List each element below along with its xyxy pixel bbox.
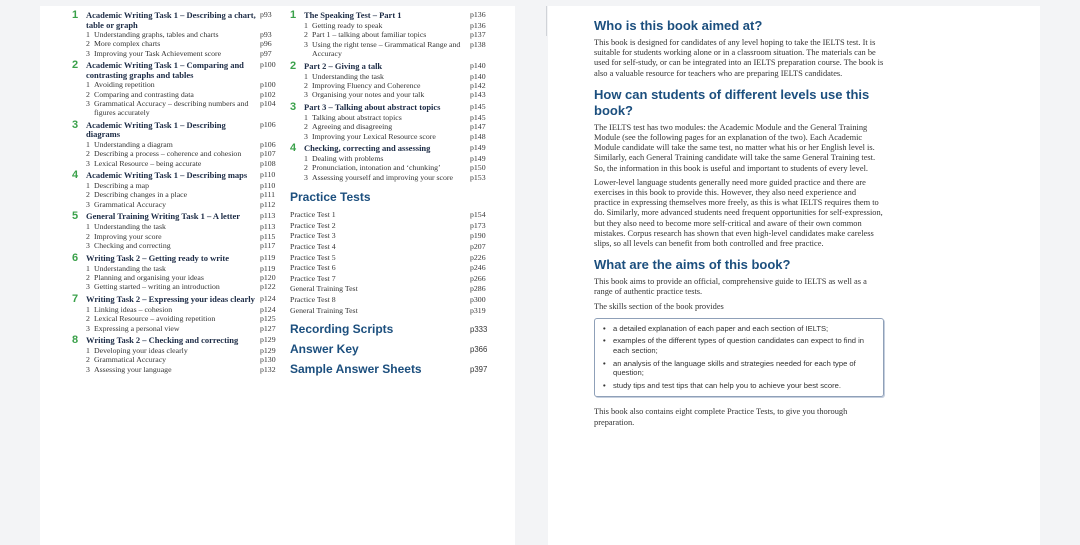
subitem-title: Dealing with problems — [312, 154, 384, 164]
heading-how: How can students of different levels use this book? — [594, 86, 870, 118]
page-number: p106 — [260, 139, 276, 149]
practice-test-name: Practice Test 4 — [290, 242, 336, 252]
subitem-title: Understanding the task — [94, 263, 166, 273]
page-number: p122 — [260, 282, 276, 292]
practice-test-row — [290, 306, 500, 317]
back-matter-title: Recording Scripts — [290, 322, 394, 337]
subitem-title: Getting ready to speak — [312, 21, 383, 30]
page-divider — [546, 6, 547, 36]
page-number: p143 — [470, 90, 486, 100]
toc-subitem — [72, 190, 282, 199]
toc-subitem — [72, 80, 282, 89]
toc-subitem — [290, 21, 500, 30]
section-title: Part 2 – Giving a talk — [304, 60, 383, 71]
page-number: p117 — [260, 241, 276, 251]
section-title: General Training Writing Task 1 – A letter — [86, 211, 241, 222]
subitem-number: 3 — [86, 241, 90, 251]
toc-section — [290, 10, 500, 59]
section-number: 2 — [290, 59, 297, 72]
section-title: Writing Task 2 – Getting ready to write — [86, 252, 230, 263]
subitem-number: 3 — [304, 90, 308, 100]
section-title: The Speaking Test – Part 1 — [304, 10, 402, 20]
practice-test-name: Practice Test 5 — [290, 252, 336, 262]
page-number: p150 — [470, 163, 486, 173]
toc-section — [72, 335, 282, 374]
page-number: p266 — [470, 273, 486, 283]
page-number: p104 — [260, 99, 276, 109]
subitem-number: 3 — [86, 323, 90, 333]
toc-section-heading — [290, 102, 500, 113]
subitem-number: 2 — [86, 314, 90, 324]
page-number: p142 — [470, 81, 486, 91]
back-matter-title: Answer Key — [290, 342, 359, 357]
bullet-text: a detailed explanation of each paper and each section of IELTS; — [613, 323, 829, 333]
toc-section — [72, 253, 282, 292]
toc-section-heading — [290, 61, 500, 72]
toc-subitem — [72, 90, 282, 99]
practice-test-name: Practice Test 3 — [290, 231, 336, 241]
section-number: 6 — [72, 251, 79, 264]
practice-test-name: Practice Test 2 — [290, 220, 336, 230]
subitem-title: Grammatical Accuracy — [94, 355, 167, 365]
practice-test-row — [290, 242, 500, 253]
subitem-title: Grammatical Accuracy — [94, 199, 167, 209]
skills-bullet — [603, 359, 875, 378]
introduction-text — [594, 18, 884, 432]
subitem-title: Grammatical Accuracy – describing numbers and figures accurately — [94, 99, 249, 118]
page-number: p153 — [470, 172, 486, 182]
subitem-number: 1 — [86, 30, 90, 39]
practice-tests-heading — [290, 190, 500, 204]
subitem-number: 2 — [86, 190, 90, 200]
toc-section — [72, 10, 282, 58]
page-number: p136 — [470, 21, 486, 30]
subitem-title: Developing your ideas clearly — [94, 345, 188, 355]
subitem-number: 1 — [86, 181, 90, 191]
toc-subitem — [72, 200, 282, 209]
page-number: p120 — [260, 272, 276, 282]
toc-subitem — [72, 365, 282, 374]
practice-test-row — [290, 263, 500, 274]
practice-test-name: Practice Test 8 — [290, 295, 336, 305]
toc-subitem — [290, 122, 500, 131]
practice-test-name: General Training Test — [290, 305, 358, 315]
toc-subitem — [72, 282, 282, 291]
toc-section-heading — [290, 143, 500, 154]
subitem-title: Agreeing and disagreeing — [312, 122, 393, 132]
section-title: Academic Writing Task 1 – Comparing and contrasting graphs and tables — [86, 60, 244, 80]
page-number: p333 — [470, 324, 488, 334]
practice-test-name: Practice Test 7 — [290, 273, 336, 283]
page-number: p397 — [470, 364, 488, 374]
subitem-title: Using the right tense – Grammatical Range and Accuracy — [312, 39, 461, 59]
subitem-number: 2 — [86, 272, 90, 282]
toc-subitem — [72, 355, 282, 364]
practice-test-name: Practice Test 1 — [290, 210, 336, 220]
section-number: 4 — [72, 169, 79, 182]
page-number: p102 — [260, 89, 276, 99]
heading-who: Who is this book aimed at? — [594, 18, 763, 33]
page-number: p129 — [260, 334, 276, 344]
subitem-title: Describing changes in a place — [94, 190, 188, 200]
practice-test-row — [290, 253, 500, 264]
toc-subitem — [72, 99, 282, 118]
subitem-number: 2 — [304, 163, 308, 173]
subitem-number: 2 — [304, 81, 308, 91]
bullet-dot-icon: • — [603, 323, 606, 333]
heading-aims: What are the aims of this book? — [594, 257, 791, 273]
section-number: 8 — [72, 333, 79, 346]
toc-subitem — [72, 273, 282, 282]
section-number: 4 — [290, 142, 297, 155]
subitem-title: Improving your score — [94, 231, 162, 241]
skills-box — [594, 318, 884, 398]
subitem-number: 2 — [86, 231, 90, 241]
page-number: p110 — [260, 170, 276, 180]
section-number: 2 — [72, 59, 79, 72]
subitem-number: 2 — [304, 30, 308, 40]
subitem-number: 3 — [86, 364, 90, 374]
subitem-number: 3 — [86, 99, 90, 109]
section-title: Part 3 – Talking about abstract topics — [304, 101, 441, 112]
bullet-text: an analysis of the language skills and strategies needed for each type of question; — [613, 358, 856, 378]
toc-subitem — [290, 30, 500, 39]
subitem-number: 1 — [304, 21, 308, 30]
page-number: p154 — [470, 210, 486, 220]
subitem-number: 2 — [86, 355, 90, 365]
subitem-number: 2 — [86, 39, 90, 49]
skills-bullet — [603, 381, 875, 391]
page-number: p97 — [260, 48, 272, 58]
toc-section — [72, 294, 282, 333]
toc-section — [72, 120, 282, 168]
page-number: p129 — [260, 345, 276, 355]
toc-section-heading — [290, 10, 500, 21]
page-number: p246 — [470, 263, 486, 273]
page-number: p127 — [260, 323, 276, 333]
page-number: p226 — [470, 252, 486, 262]
page-number: p149 — [470, 143, 486, 153]
page-number: p124 — [260, 293, 276, 303]
section-title: Writing Task 2 – Checking and correcting — [86, 334, 239, 345]
back-matter-heading — [290, 322, 500, 336]
section-number: 3 — [72, 118, 79, 131]
toc-subitem — [290, 90, 500, 99]
page-number: p108 — [260, 158, 276, 168]
para-aims-1: This book aims to provide an official, comprehensive guide to IELTS as well as a range of authentic practice tests. — [594, 277, 867, 297]
toc-section-heading — [72, 253, 282, 264]
para-how-2: Lower-level language students generally need more guided practice and there are exercises in this book to provide this. However, they also need experience and practice in expressing themselves more freely, as this is what IELTS requires them to do. Similarly, more advanced students need frequent opportunities for self-expression, but they also need to become more self-critical and aware of their own common mistakes. Corpus research has shown that even high-level candidates make careless slips, so all levels can benefit from both controlled and free practice. — [594, 177, 883, 249]
subitem-title: Lexical Resource – avoiding repetition — [94, 314, 216, 324]
toc-section — [290, 143, 500, 182]
toc-section-heading — [72, 120, 282, 140]
subitem-title: Lexical Resource – being accurate — [94, 158, 202, 168]
subitem-title: Improving Fluency and Coherence — [312, 81, 421, 91]
subitem-number: 1 — [304, 71, 308, 81]
page-number: p124 — [260, 304, 276, 314]
toc-subitem — [72, 314, 282, 323]
page-number: p137 — [470, 30, 486, 40]
toc-subitem — [72, 324, 282, 333]
back-matter-heading — [290, 342, 500, 356]
toc-subitem — [72, 140, 282, 149]
subitem-number: 2 — [304, 122, 308, 132]
section-title: Checking, correcting and assessing — [304, 143, 431, 154]
subitem-title: More complex charts — [94, 39, 161, 49]
practice-test-row — [290, 221, 500, 232]
left-page — [40, 6, 515, 545]
para-how-1: The IELTS test has two modules: the Academic Module and the General Training Module (see the following pages for an explanation of the two). Each Academic Module candidate will take the same test, no matter what his or her English level is. Similarly, each General Training candidate will take the same General Training test. So, the information in this book is useful and important to students of every level. — [594, 122, 876, 173]
subitem-title: Describing a process – coherence and cohesion — [94, 149, 242, 159]
practice-test-row — [290, 231, 500, 242]
page-number: p110 — [260, 181, 276, 191]
subitem-title: Avoiding repetition — [94, 80, 155, 90]
page-number: p119 — [260, 263, 276, 273]
toc-subitem — [72, 181, 282, 190]
toc-section-heading — [72, 335, 282, 346]
subitem-title: Comparing and contrasting data — [94, 89, 194, 99]
toc-subitem — [72, 39, 282, 48]
page-number: p100 — [260, 80, 276, 90]
subitem-number: 1 — [86, 304, 90, 314]
subitem-number: 1 — [86, 222, 90, 232]
subitem-title: Understanding a diagram — [94, 139, 173, 149]
toc-subitem — [72, 346, 282, 355]
page-number: p147 — [470, 122, 486, 132]
page-number: p111 — [260, 190, 276, 200]
page-number: p93 — [260, 30, 272, 39]
toc-subitem — [290, 40, 500, 59]
page-number: p115 — [260, 231, 276, 241]
page-number: p148 — [470, 131, 486, 141]
page-number: p136 — [470, 10, 486, 19]
subitem-number: 2 — [86, 149, 90, 159]
subitem-title: Organising your notes and your talk — [312, 90, 425, 100]
page-number: p138 — [470, 39, 486, 49]
page-number: p107 — [260, 149, 276, 159]
subitem-number: 3 — [86, 282, 90, 292]
page-number: p140 — [470, 60, 486, 70]
subitem-title: Talking about abstract topics — [312, 112, 402, 122]
toc-subitem — [290, 132, 500, 141]
toc-section-heading — [72, 211, 282, 222]
subitem-title: Understanding the task — [312, 71, 384, 81]
practice-test-row — [290, 210, 500, 221]
section-title: Academic Writing Task 1 – Describing diagrams — [86, 119, 226, 140]
toc-writing-column — [72, 10, 282, 376]
section-number: 7 — [72, 292, 79, 305]
toc-section-heading — [72, 10, 282, 30]
page-number: p132 — [260, 364, 276, 374]
section-title: Academic Writing Task 1 – Describing a chart, table or graph — [86, 10, 256, 30]
subitem-title: Assessing your language — [94, 364, 172, 374]
toc-subitem — [72, 305, 282, 314]
page-number: p96 — [260, 39, 272, 49]
page-number: p93 — [260, 10, 272, 19]
subitem-title: Pronunciation, intonation and ‘chunking’ — [312, 163, 441, 173]
toc-subitem — [290, 173, 500, 182]
bullet-dot-icon: • — [603, 336, 606, 346]
page-number: p100 — [260, 60, 276, 70]
back-matter-heading — [290, 362, 500, 376]
subitem-title: Expressing a personal view — [94, 323, 180, 333]
section-title: Writing Task 2 – Expressing your ideas clearly — [86, 293, 255, 304]
toc-subitem — [72, 264, 282, 273]
page-number: p149 — [470, 154, 486, 164]
subitem-number: 3 — [304, 172, 308, 182]
subitem-number: 1 — [86, 345, 90, 355]
subitem-title: Describing a map — [94, 181, 149, 191]
toc-section-heading — [72, 294, 282, 305]
subitem-title: Improving your Lexical Resource score — [312, 131, 436, 141]
toc-section-heading — [72, 170, 282, 181]
section-title: Academic Writing Task 1 – Describing maps — [86, 170, 248, 181]
toc-subitem — [290, 113, 500, 122]
page-number: p300 — [470, 295, 486, 305]
toc-subitem — [290, 81, 500, 90]
page-number: p286 — [470, 284, 486, 294]
toc-subitem — [72, 149, 282, 158]
subitem-number: 1 — [304, 154, 308, 164]
right-page — [548, 6, 1040, 545]
subitem-number: 1 — [86, 263, 90, 273]
subitem-number: 3 — [86, 48, 90, 58]
page-number: p145 — [470, 112, 486, 122]
page-number: p113 — [260, 211, 276, 221]
page-number: p190 — [470, 231, 486, 241]
page-number: p319 — [470, 305, 486, 315]
page-number: p366 — [470, 344, 488, 354]
toc-subitem — [290, 163, 500, 172]
toc-subitem — [290, 72, 500, 81]
toc-section — [290, 61, 500, 100]
skills-bullet — [603, 336, 875, 355]
subitem-title: Understanding graphs, tables and charts — [94, 30, 219, 39]
toc-subitem — [72, 222, 282, 231]
subitem-title: Part 1 – talking about familiar topics — [312, 30, 427, 40]
subitem-title: Checking and correcting — [94, 241, 171, 251]
para-who: This book is designed for candidates of any level hoping to take the IELTS test. It is suitable for students working alone or in a classroom situation. The materials can be used for self-study, or can be integrated into an IELTS preparation course. The book is also a valuable resource for teachers who are preparing IELTS candidates. — [594, 38, 884, 78]
section-number: 1 — [290, 9, 297, 21]
toc-speaking-column — [290, 10, 500, 380]
toc-section-heading — [72, 60, 282, 80]
page-number: p130 — [260, 355, 276, 365]
subitem-title: Planning and organising your ideas — [94, 272, 204, 282]
bullet-dot-icon: • — [603, 358, 606, 368]
bullet-text: study tips and test tips that can help you to achieve your best score. — [613, 380, 841, 390]
bullet-dot-icon: • — [603, 380, 606, 390]
para-aims-3: This book also contains eight complete Practice Tests, to give you thorough preparation. — [594, 407, 848, 427]
page-number: p207 — [470, 242, 486, 252]
toc-subitem — [72, 49, 282, 58]
subitem-title: Linking ideas – cohesion — [94, 304, 173, 314]
toc-subitem — [72, 232, 282, 241]
toc-section — [72, 60, 282, 118]
back-matter-title: Sample Answer Sheets — [290, 362, 422, 377]
subitem-number: 3 — [304, 131, 308, 141]
page-number: p145 — [470, 101, 486, 111]
toc-section — [72, 170, 282, 209]
page-number: p113 — [260, 222, 276, 232]
bullet-text: examples of the different types of question candidates can expect to find in each section; — [613, 336, 865, 356]
subitem-number: 3 — [304, 39, 308, 49]
page-number: p125 — [260, 314, 276, 324]
practice-test-name: Practice Test 6 — [290, 263, 336, 273]
practice-test-row — [290, 284, 500, 295]
practice-test-row — [290, 274, 500, 285]
toc-subitem — [72, 30, 282, 39]
subitem-number: 1 — [304, 112, 308, 122]
practice-test-row — [290, 295, 500, 306]
subitem-title: Improving your Task Achievement score — [94, 48, 222, 58]
subitem-number: 3 — [86, 199, 90, 209]
subitem-title: Understanding the task — [94, 222, 166, 232]
toc-section — [290, 102, 500, 141]
toc-subitem — [72, 159, 282, 168]
page-number: p173 — [470, 220, 486, 230]
section-number: 1 — [72, 9, 79, 21]
practice-test-name: General Training Test — [290, 284, 358, 294]
section-number: 3 — [290, 100, 297, 113]
subitem-title: Assessing yourself and improving your score — [312, 172, 453, 182]
page-number: p140 — [470, 71, 486, 81]
subitem-number: 3 — [86, 158, 90, 168]
toc-subitem — [290, 154, 500, 163]
skills-bullet — [603, 324, 875, 334]
subitem-number: 2 — [86, 89, 90, 99]
subitem-title: Getting started – writing an introduction — [94, 282, 220, 292]
section-number: 5 — [72, 210, 79, 223]
practice-tests-title: Practice Tests — [290, 190, 371, 205]
para-aims-2: The skills section of the book provides — [594, 301, 724, 311]
toc-section — [72, 211, 282, 250]
page-number: p106 — [260, 119, 276, 129]
subitem-number: 1 — [86, 80, 90, 90]
page-number: p112 — [260, 199, 276, 209]
page-number: p119 — [260, 252, 276, 262]
toc-subitem — [72, 241, 282, 250]
subitem-number: 1 — [86, 139, 90, 149]
